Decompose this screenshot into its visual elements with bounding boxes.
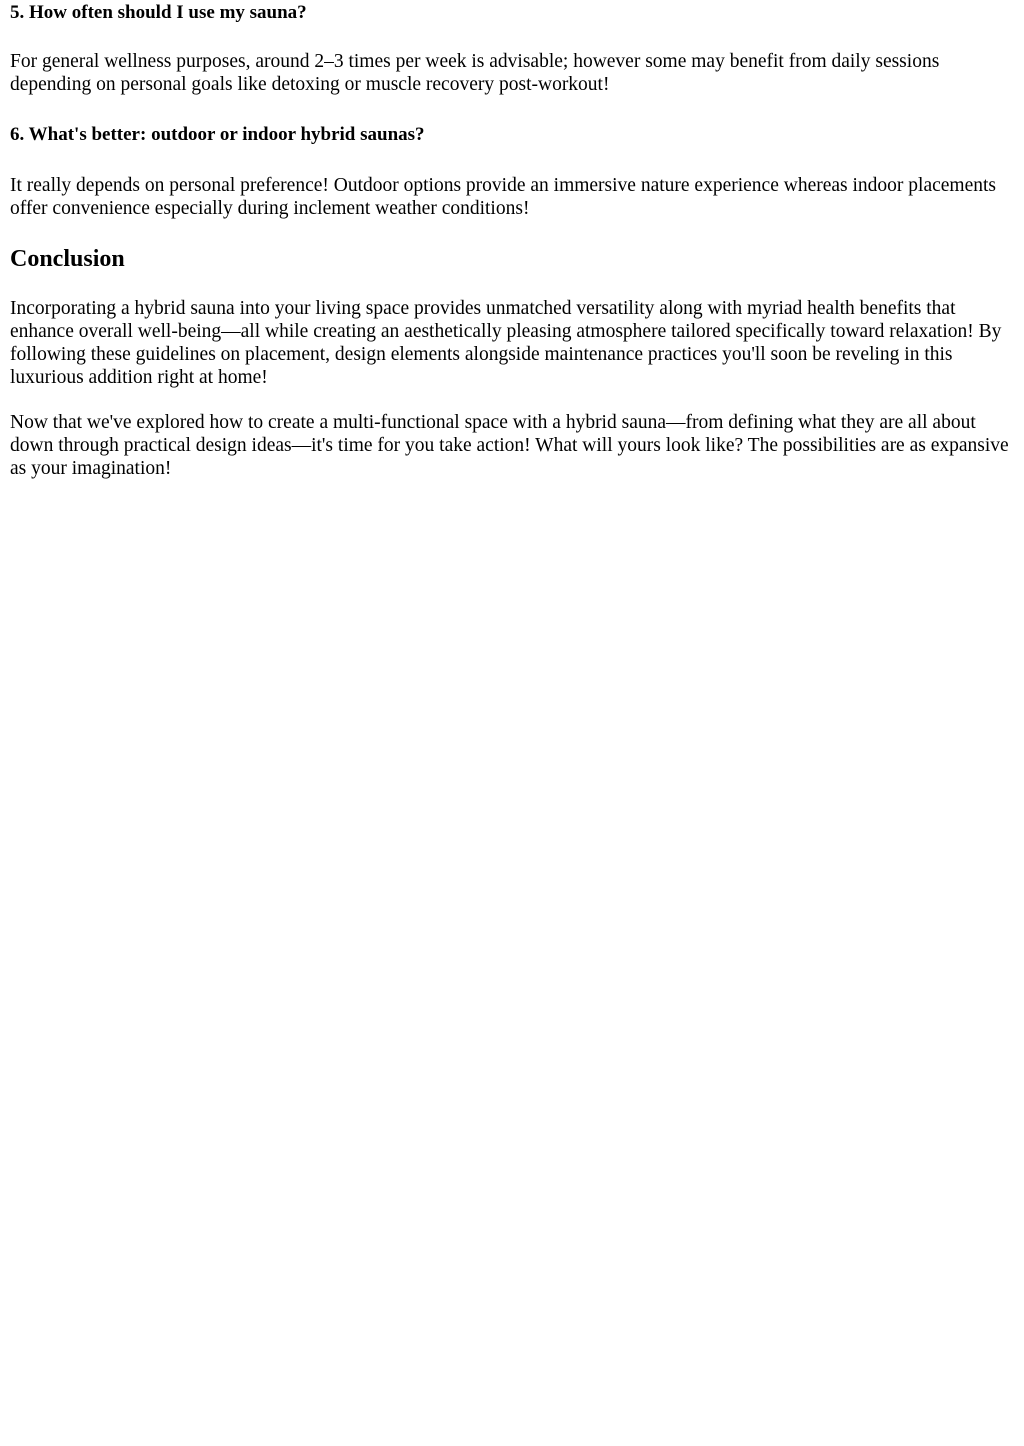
- faq-answer-paragraph: It really depends on personal preference! Outdoor options provide an immersive nature experience whereas indoor placements offer convenience especially during inclement weather conditions!: [10, 175, 996, 219]
- conclusion-paragraph: Incorporating a hybrid sauna into your living space provides unmatched versatility along with myriad health benefits that enhance overall well-being—all while creating an aesthetically pleasing atmosphere tailored specifically toward relaxation! By following these guidelines on placement, design elements alongside maintenance practices you'll soon be reveling in this luxurious addition right at home!: [10, 298, 1002, 388]
- faq-question-heading: 5. How often should I use my sauna?: [10, 2, 307, 23]
- conclusion-paragraph: Now that we've explored how to create a multi-functional space with a hybrid sauna—from defining what they are all about down through practical design ideas—it's time for you take action! What will yours look like? The possibilities are as expansive as your imagination!: [10, 412, 1009, 479]
- article-body: [0, 0, 1024, 480]
- faq-question-heading: 6. What's better: outdoor or indoor hybrid saunas?: [10, 124, 425, 145]
- conclusion-heading: Conclusion: [10, 246, 125, 272]
- faq-answer-paragraph: For general wellness purposes, around 2–3 times per week is advisable; however some may benefit from daily sessions depending on personal goals like detoxing or muscle recovery post-workout!: [10, 51, 940, 95]
